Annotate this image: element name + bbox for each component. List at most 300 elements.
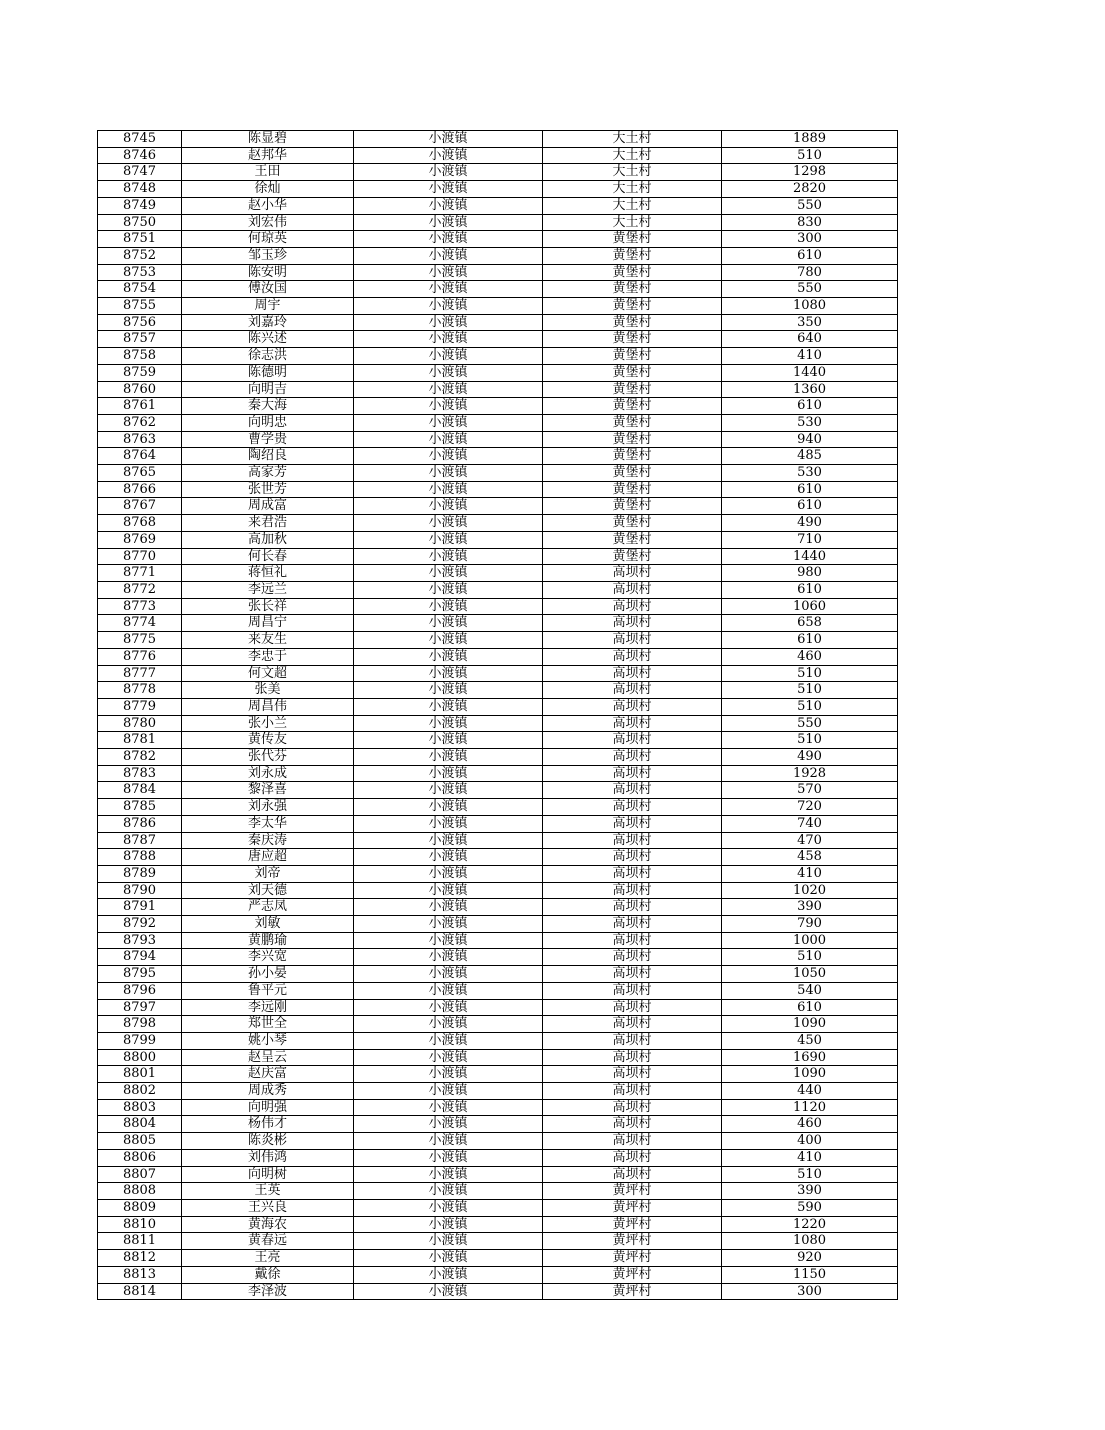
amount-cell: 1440	[722, 364, 898, 381]
table-row	[98, 1266, 898, 1283]
name-cell: 何琼英	[182, 231, 354, 248]
town-cell: 小渡镇	[354, 531, 543, 548]
village-cell: 黄坪村	[543, 1200, 722, 1217]
row-number-cell: 8765	[98, 465, 182, 482]
village-cell: 高坝村	[543, 698, 722, 715]
name-cell: 何文超	[182, 665, 354, 682]
name-cell: 黎泽喜	[182, 782, 354, 799]
name-cell: 唐应超	[182, 849, 354, 866]
town-cell: 小渡镇	[354, 982, 543, 999]
town-cell: 小渡镇	[354, 615, 543, 632]
table-row	[98, 414, 898, 431]
row-number-cell: 8756	[98, 314, 182, 331]
table-row	[98, 364, 898, 381]
name-cell: 陈兴述	[182, 331, 354, 348]
name-cell: 秦庆涛	[182, 832, 354, 849]
row-number-cell: 8809	[98, 1200, 182, 1217]
town-cell: 小渡镇	[354, 348, 543, 365]
village-cell: 黄坪村	[543, 1283, 722, 1300]
row-number-cell: 8807	[98, 1166, 182, 1183]
name-cell: 徐灿	[182, 181, 354, 198]
town-cell: 小渡镇	[354, 1116, 543, 1133]
town-cell: 小渡镇	[354, 865, 543, 882]
amount-cell: 390	[722, 1183, 898, 1200]
village-cell: 高坝村	[543, 648, 722, 665]
town-cell: 小渡镇	[354, 1233, 543, 1250]
amount-cell: 490	[722, 515, 898, 532]
village-cell: 黄堡村	[543, 465, 722, 482]
name-cell: 郑世全	[182, 1016, 354, 1033]
row-number-cell: 8773	[98, 598, 182, 615]
name-cell: 姚小琴	[182, 1032, 354, 1049]
village-cell: 高坝村	[543, 1032, 722, 1049]
town-cell: 小渡镇	[354, 164, 543, 181]
row-number-cell: 8800	[98, 1049, 182, 1066]
town-cell: 小渡镇	[354, 815, 543, 832]
table-row	[98, 164, 898, 181]
table-row	[98, 715, 898, 732]
town-cell: 小渡镇	[354, 1183, 543, 1200]
village-cell: 高坝村	[543, 832, 722, 849]
amount-cell: 485	[722, 448, 898, 465]
amount-cell: 1090	[722, 1016, 898, 1033]
row-number-cell: 8791	[98, 899, 182, 916]
name-cell: 向明忠	[182, 414, 354, 431]
row-number-cell: 8798	[98, 1016, 182, 1033]
table-row	[98, 665, 898, 682]
table-row	[98, 181, 898, 198]
village-cell: 高坝村	[543, 665, 722, 682]
table-row	[98, 398, 898, 415]
table-row	[98, 966, 898, 983]
amount-cell: 610	[722, 481, 898, 498]
village-cell: 大土村	[543, 197, 722, 214]
town-cell: 小渡镇	[354, 247, 543, 264]
amount-cell: 470	[722, 832, 898, 849]
table-row	[98, 1016, 898, 1033]
town-cell: 小渡镇	[354, 314, 543, 331]
village-cell: 黄堡村	[543, 314, 722, 331]
row-number-cell: 8812	[98, 1250, 182, 1267]
town-cell: 小渡镇	[354, 498, 543, 515]
name-cell: 黄鹏瑜	[182, 932, 354, 949]
village-cell: 高坝村	[543, 682, 722, 699]
amount-cell: 1080	[722, 1233, 898, 1250]
row-number-cell: 8745	[98, 131, 182, 148]
table-row	[98, 1083, 898, 1100]
town-cell: 小渡镇	[354, 749, 543, 766]
amount-cell: 550	[722, 715, 898, 732]
row-number-cell: 8805	[98, 1133, 182, 1150]
town-cell: 小渡镇	[354, 899, 543, 916]
name-cell: 张美	[182, 682, 354, 699]
row-number-cell: 8753	[98, 264, 182, 281]
village-cell: 高坝村	[543, 999, 722, 1016]
town-cell: 小渡镇	[354, 1099, 543, 1116]
table-row	[98, 298, 898, 315]
table-row	[98, 448, 898, 465]
village-cell: 大土村	[543, 181, 722, 198]
town-cell: 小渡镇	[354, 1049, 543, 1066]
amount-cell: 610	[722, 999, 898, 1016]
amount-cell: 710	[722, 531, 898, 548]
row-number-cell: 8786	[98, 815, 182, 832]
town-cell: 小渡镇	[354, 364, 543, 381]
row-number-cell: 8813	[98, 1266, 182, 1283]
name-cell: 向明树	[182, 1166, 354, 1183]
town-cell: 小渡镇	[354, 565, 543, 582]
town-cell: 小渡镇	[354, 682, 543, 699]
row-number-cell: 8751	[98, 231, 182, 248]
town-cell: 小渡镇	[354, 732, 543, 749]
table-row	[98, 999, 898, 1016]
name-cell: 向明强	[182, 1099, 354, 1116]
name-cell: 来君浩	[182, 515, 354, 532]
row-number-cell: 8755	[98, 298, 182, 315]
town-cell: 小渡镇	[354, 264, 543, 281]
amount-cell: 460	[722, 648, 898, 665]
village-cell: 高坝村	[543, 849, 722, 866]
name-cell: 王英	[182, 1183, 354, 1200]
amount-cell: 980	[722, 565, 898, 582]
village-cell: 高坝村	[543, 1149, 722, 1166]
amount-cell: 1060	[722, 598, 898, 615]
name-cell: 陶绍良	[182, 448, 354, 465]
row-number-cell: 8782	[98, 749, 182, 766]
name-cell: 陈德明	[182, 364, 354, 381]
town-cell: 小渡镇	[354, 231, 543, 248]
amount-cell: 1298	[722, 164, 898, 181]
name-cell: 周成秀	[182, 1083, 354, 1100]
village-cell: 黄堡村	[543, 281, 722, 298]
name-cell: 刘嘉玲	[182, 314, 354, 331]
name-cell: 周成富	[182, 498, 354, 515]
village-cell: 高坝村	[543, 1066, 722, 1083]
amount-cell: 1000	[722, 932, 898, 949]
row-number-cell: 8790	[98, 882, 182, 899]
table-row	[98, 381, 898, 398]
village-cell: 黄坪村	[543, 1216, 722, 1233]
village-cell: 高坝村	[543, 1166, 722, 1183]
table-row	[98, 815, 898, 832]
row-number-cell: 8774	[98, 615, 182, 632]
village-cell: 黄堡村	[543, 548, 722, 565]
town-cell: 小渡镇	[354, 298, 543, 315]
name-cell: 刘永强	[182, 799, 354, 816]
name-cell: 刘宏伟	[182, 214, 354, 231]
name-cell: 张世芳	[182, 481, 354, 498]
amount-cell: 610	[722, 398, 898, 415]
table-row	[98, 1133, 898, 1150]
amount-cell: 920	[722, 1250, 898, 1267]
town-cell: 小渡镇	[354, 548, 543, 565]
row-number-cell: 8781	[98, 732, 182, 749]
row-number-cell: 8779	[98, 698, 182, 715]
town-cell: 小渡镇	[354, 799, 543, 816]
name-cell: 高家芳	[182, 465, 354, 482]
town-cell: 小渡镇	[354, 1032, 543, 1049]
name-cell: 赵邦华	[182, 147, 354, 164]
village-cell: 高坝村	[543, 565, 722, 582]
row-number-cell: 8803	[98, 1099, 182, 1116]
amount-cell: 610	[722, 498, 898, 515]
name-cell: 李远刚	[182, 999, 354, 1016]
name-cell: 蒋恒礼	[182, 565, 354, 582]
row-number-cell: 8778	[98, 682, 182, 699]
row-number-cell: 8750	[98, 214, 182, 231]
name-cell: 黄海农	[182, 1216, 354, 1233]
town-cell: 小渡镇	[354, 147, 543, 164]
table-row	[98, 1166, 898, 1183]
village-cell: 黄堡村	[543, 431, 722, 448]
name-cell: 王田	[182, 164, 354, 181]
table-row	[98, 264, 898, 281]
village-cell: 高坝村	[543, 815, 722, 832]
amount-cell: 450	[722, 1032, 898, 1049]
amount-cell: 510	[722, 698, 898, 715]
row-number-cell: 8794	[98, 949, 182, 966]
name-cell: 曹学贵	[182, 431, 354, 448]
village-cell: 黄堡村	[543, 231, 722, 248]
amount-cell: 410	[722, 865, 898, 882]
village-cell: 黄坪村	[543, 1266, 722, 1283]
amount-cell: 490	[722, 749, 898, 766]
town-cell: 小渡镇	[354, 999, 543, 1016]
village-cell: 黄堡村	[543, 381, 722, 398]
row-number-cell: 8752	[98, 247, 182, 264]
table-row	[98, 1066, 898, 1083]
village-cell: 高坝村	[543, 632, 722, 649]
amount-cell: 530	[722, 414, 898, 431]
row-number-cell: 8811	[98, 1233, 182, 1250]
town-cell: 小渡镇	[354, 1133, 543, 1150]
name-cell: 李忠于	[182, 648, 354, 665]
row-number-cell: 8759	[98, 364, 182, 381]
row-number-cell: 8787	[98, 832, 182, 849]
table-row	[98, 431, 898, 448]
row-number-cell: 8748	[98, 181, 182, 198]
row-number-cell: 8776	[98, 648, 182, 665]
row-number-cell: 8766	[98, 481, 182, 498]
town-cell: 小渡镇	[354, 1216, 543, 1233]
amount-cell: 830	[722, 214, 898, 231]
amount-cell: 530	[722, 465, 898, 482]
amount-cell: 550	[722, 197, 898, 214]
amount-cell: 460	[722, 1116, 898, 1133]
table-row	[98, 581, 898, 598]
row-number-cell: 8804	[98, 1116, 182, 1133]
name-cell: 张代芬	[182, 749, 354, 766]
village-cell: 高坝村	[543, 581, 722, 598]
name-cell: 黄传友	[182, 732, 354, 749]
roster-table	[97, 130, 898, 1300]
table-row	[98, 849, 898, 866]
village-cell: 高坝村	[543, 949, 722, 966]
village-cell: 高坝村	[543, 749, 722, 766]
village-cell: 黄坪村	[543, 1183, 722, 1200]
table-row	[98, 598, 898, 615]
town-cell: 小渡镇	[354, 214, 543, 231]
town-cell: 小渡镇	[354, 966, 543, 983]
table-row	[98, 1250, 898, 1267]
town-cell: 小渡镇	[354, 331, 543, 348]
village-cell: 高坝村	[543, 765, 722, 782]
row-number-cell: 8754	[98, 281, 182, 298]
town-cell: 小渡镇	[354, 581, 543, 598]
table-row	[98, 515, 898, 532]
town-cell: 小渡镇	[354, 381, 543, 398]
town-cell: 小渡镇	[354, 197, 543, 214]
village-cell: 黄坪村	[543, 1250, 722, 1267]
town-cell: 小渡镇	[354, 932, 543, 949]
row-number-cell: 8770	[98, 548, 182, 565]
name-cell: 刘天德	[182, 882, 354, 899]
village-cell: 高坝村	[543, 799, 722, 816]
name-cell: 刘永成	[182, 765, 354, 782]
town-cell: 小渡镇	[354, 281, 543, 298]
row-number-cell: 8792	[98, 916, 182, 933]
town-cell: 小渡镇	[354, 849, 543, 866]
name-cell: 来友生	[182, 632, 354, 649]
table-row	[98, 197, 898, 214]
table-row	[98, 1116, 898, 1133]
town-cell: 小渡镇	[354, 1066, 543, 1083]
name-cell: 傅汝国	[182, 281, 354, 298]
name-cell: 周昌宁	[182, 615, 354, 632]
town-cell: 小渡镇	[354, 632, 543, 649]
row-number-cell: 8808	[98, 1183, 182, 1200]
village-cell: 高坝村	[543, 782, 722, 799]
table-row	[98, 799, 898, 816]
name-cell: 秦大海	[182, 398, 354, 415]
table-row	[98, 465, 898, 482]
village-cell: 大土村	[543, 214, 722, 231]
table-row	[98, 982, 898, 999]
amount-cell: 1120	[722, 1099, 898, 1116]
row-number-cell: 8814	[98, 1283, 182, 1300]
village-cell: 大土村	[543, 147, 722, 164]
name-cell: 张小兰	[182, 715, 354, 732]
table-row	[98, 1049, 898, 1066]
amount-cell: 410	[722, 348, 898, 365]
name-cell: 鲁平元	[182, 982, 354, 999]
name-cell: 戴徐	[182, 1266, 354, 1283]
name-cell: 黄春远	[182, 1233, 354, 1250]
town-cell: 小渡镇	[354, 1250, 543, 1267]
row-number-cell: 8746	[98, 147, 182, 164]
amount-cell: 458	[722, 849, 898, 866]
amount-cell: 1220	[722, 1216, 898, 1233]
village-cell: 黄堡村	[543, 247, 722, 264]
table-row	[98, 882, 898, 899]
row-number-cell: 8771	[98, 565, 182, 582]
name-cell: 严志凤	[182, 899, 354, 916]
row-number-cell: 8789	[98, 865, 182, 882]
table-row	[98, 548, 898, 565]
row-number-cell: 8799	[98, 1032, 182, 1049]
amount-cell: 300	[722, 231, 898, 248]
village-cell: 高坝村	[543, 1016, 722, 1033]
town-cell: 小渡镇	[354, 1083, 543, 1100]
town-cell: 小渡镇	[354, 648, 543, 665]
amount-cell: 550	[722, 281, 898, 298]
amount-cell: 780	[722, 264, 898, 281]
village-cell: 高坝村	[543, 715, 722, 732]
amount-cell: 1050	[722, 966, 898, 983]
table-row	[98, 565, 898, 582]
row-number-cell: 8757	[98, 331, 182, 348]
table-row	[98, 247, 898, 264]
amount-cell: 1150	[722, 1266, 898, 1283]
village-cell: 高坝村	[543, 1133, 722, 1150]
village-cell: 黄堡村	[543, 414, 722, 431]
name-cell: 李泽波	[182, 1283, 354, 1300]
village-cell: 黄堡村	[543, 498, 722, 515]
name-cell: 刘帝	[182, 865, 354, 882]
town-cell: 小渡镇	[354, 181, 543, 198]
town-cell: 小渡镇	[354, 465, 543, 482]
table-row	[98, 348, 898, 365]
row-number-cell: 8758	[98, 348, 182, 365]
village-cell: 高坝村	[543, 932, 722, 949]
village-cell: 黄堡村	[543, 398, 722, 415]
amount-cell: 2820	[722, 181, 898, 198]
village-cell: 黄堡村	[543, 531, 722, 548]
amount-cell: 790	[722, 916, 898, 933]
village-cell: 高坝村	[543, 1116, 722, 1133]
table-row	[98, 1183, 898, 1200]
town-cell: 小渡镇	[354, 949, 543, 966]
row-number-cell: 8775	[98, 632, 182, 649]
town-cell: 小渡镇	[354, 1149, 543, 1166]
table-row	[98, 865, 898, 882]
row-number-cell: 8796	[98, 982, 182, 999]
name-cell: 高加秋	[182, 531, 354, 548]
name-cell: 陈显碧	[182, 131, 354, 148]
town-cell: 小渡镇	[354, 665, 543, 682]
village-cell: 黄堡村	[543, 448, 722, 465]
table-row	[98, 1032, 898, 1049]
row-number-cell: 8785	[98, 799, 182, 816]
amount-cell: 1020	[722, 882, 898, 899]
town-cell: 小渡镇	[354, 414, 543, 431]
town-cell: 小渡镇	[354, 882, 543, 899]
town-cell: 小渡镇	[354, 131, 543, 148]
town-cell: 小渡镇	[354, 431, 543, 448]
town-cell: 小渡镇	[354, 1016, 543, 1033]
table-row	[98, 765, 898, 782]
amount-cell: 300	[722, 1283, 898, 1300]
row-number-cell: 8761	[98, 398, 182, 415]
row-number-cell: 8802	[98, 1083, 182, 1100]
row-number-cell: 8810	[98, 1216, 182, 1233]
village-cell: 黄堡村	[543, 331, 722, 348]
town-cell: 小渡镇	[354, 916, 543, 933]
amount-cell: 510	[722, 732, 898, 749]
amount-cell: 1928	[722, 765, 898, 782]
name-cell: 周昌伟	[182, 698, 354, 715]
amount-cell: 610	[722, 632, 898, 649]
village-cell: 高坝村	[543, 598, 722, 615]
table-row	[98, 832, 898, 849]
town-cell: 小渡镇	[354, 1266, 543, 1283]
table-row	[98, 281, 898, 298]
town-cell: 小渡镇	[354, 1200, 543, 1217]
amount-cell: 350	[722, 314, 898, 331]
village-cell: 高坝村	[543, 899, 722, 916]
town-cell: 小渡镇	[354, 448, 543, 465]
table-row	[98, 1233, 898, 1250]
